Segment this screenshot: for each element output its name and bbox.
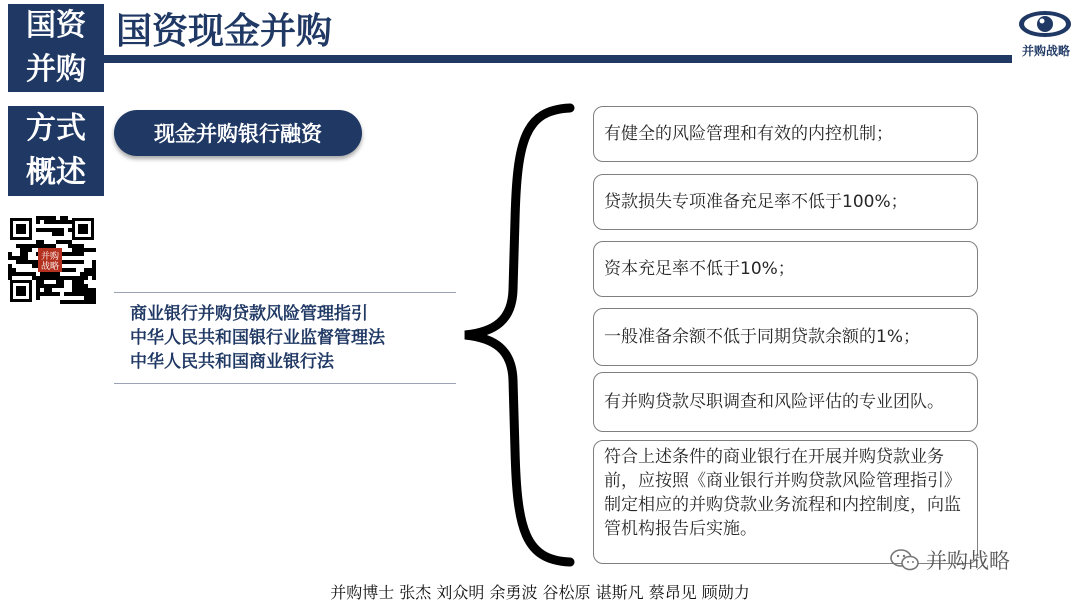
author-credits: 并购博士 张杰 刘众明 余勇波 谷松原 谌斯凡 蔡昂见 顾勋力 [330,583,750,602]
condition-item: 有并购贷款尽职调查和风险评估的专业团队。 [593,372,978,432]
condition-item: 贷款损失专项准备充足率不低于100%； [593,174,978,230]
section-tag-overview-label: 方式概述 [26,111,86,190]
law-list [114,292,456,384]
law-item: 中华人民共和国商业银行法 [130,352,334,372]
condition-item: 符合上述条件的商业银行在开展并购贷款业务前，应按照《商业银行并购贷款风险管理指引》制定相应的并购贷款业务流程和内控制度，向监管机构报告后实施。 [593,440,978,564]
wechat-account-name: 并购战略 [926,549,1010,573]
topic-pill: 现金并购银行融资 [114,110,362,156]
condition-item: 有健全的风险管理和有效的内控机制； [593,106,978,162]
law-item: 商业银行并购贷款风险管理指引 [130,304,368,324]
section-tag-merger [8,4,104,92]
condition-item: 一般准备余额不低于同期贷款余额的1%； [593,308,978,366]
section-tag-merger-label: 国资并购 [26,8,86,87]
logo-text: 并购战略 [1021,44,1070,58]
svg-text:战略: 战略 [40,262,60,272]
curly-brace-icon [455,100,585,570]
qr-code [8,216,96,304]
wechat-icon [890,548,920,572]
condition-item: 资本充足率不低于10%； [593,241,978,297]
page-title: 国资现金并购 [116,10,333,52]
law-item: 中华人民共和国银行业监督管理法 [130,328,385,348]
wechat-watermark [890,545,1010,575]
section-tag-overview [8,106,104,196]
qr-seal-text: 并购 [40,252,60,262]
title-underline [104,55,1012,63]
